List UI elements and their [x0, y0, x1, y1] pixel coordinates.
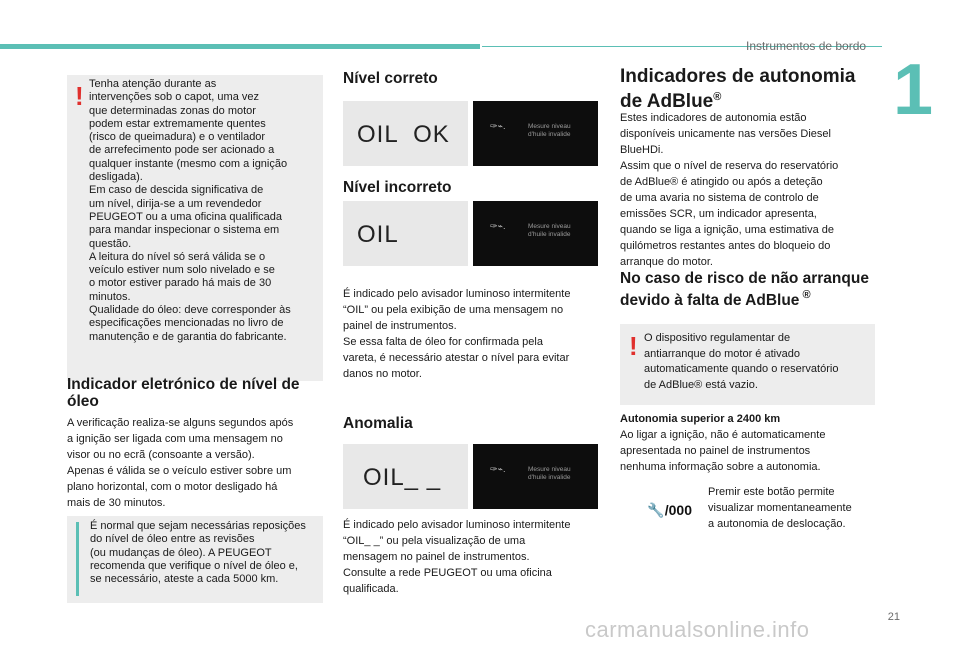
screen-message: Mesure niveau d'huile invalide: [528, 223, 571, 238]
wrench-icon: 🔧: [647, 502, 665, 518]
paragraph-range-above: Ao ligar a ignição, não é automaticamente apresentada no painel de instrumentos nenhuma informação sobre a autonomia.: [620, 429, 826, 473]
heading-anomaly: Anomalia: [343, 415, 413, 432]
warning-box: [67, 75, 323, 381]
exclamation-icon: !: [629, 331, 638, 361]
paragraph-electronic-oil: A verificação realiza-se alguns segundos após a ignição ser ligada com uma mensagem no visor ou no ecrã (consoante a versão). Apenas é válida se o veículo estiver sobre um plano horizontal, com o motor desligado há mais de 30 minutos.: [67, 417, 294, 509]
paragraph-anomaly: É indicado pelo avisador luminoso intermitente “OIL_ _” ou pela visualização de uma mensagem no painel de instrumentos. Consulte a rede PEUGEOT ou uma oficina qualificada.: [343, 519, 571, 595]
oil-can-icon: ✑⌁.: [490, 221, 506, 231]
range-button: [620, 502, 692, 522]
heading-incorrect-level: Nível incorreto: [343, 179, 452, 196]
paragraph-adblue: Estes indicadores de autonomia estão disponíveis unicamente nas versões Diesel BlueHDi. Assim que o nível de reserva do reservatório de AdBlue® é atingido ou após a deteção de uma avaria no sistema de controlo de emissões SCR, um indicador apresenta, quando se liga a ignição, uma estimativa de quilómetros restantes antes do bloqueio do arranque do motor.: [620, 112, 839, 268]
screen-incorrect: [473, 201, 598, 266]
display-oil-ok: [343, 101, 468, 166]
display-label: OIL_ _: [363, 464, 442, 491]
warning-text: Tenha atenção durante as intervenções sob o capot, uma vez que determinadas zonas do motor podem estar extremamente quentes (risco de queimadura) e o ventilador de arrefecimento pode ser acionado a qualquer instante (mesmo com a ignição desligada). Em caso de descida significativa de um nível, dirija-se a um revendedor PEUGEOT ou a uma oficina qualificada para mandar inspecionar o sistema em questão. A leitura do nível só será válida se o veículo estiver num solo nivelado e se o motor estiver parado há mais de 30 minutos. Qualidade do óleo: deve corresponder às especificações mencionadas no livro de manutenção e de garantia do fabricante.: [89, 78, 291, 343]
display-oil: [343, 201, 468, 266]
watermark: carmanualsonline.info: [585, 617, 810, 642]
heading-range-above: Autonomia superior a 2400 km: [620, 413, 781, 425]
display-oil-dashes: [343, 444, 468, 509]
range-button-label: /000: [664, 502, 692, 518]
heading-correct-level: Nível correto: [343, 70, 438, 87]
chapter-number: 1: [893, 50, 934, 130]
screen-anomaly: [473, 444, 598, 509]
page-number: 21: [887, 611, 900, 623]
heading-electronic-oil: Indicador eletrónico de nível de óleo: [67, 376, 300, 410]
info-icon: [76, 522, 79, 596]
heading-no-start-risk: No caso de risco de não arranque devido à falta de AdBlue ®: [620, 270, 869, 309]
section-title: Instrumentos de bordo: [746, 39, 867, 53]
header-accent-bar: [0, 44, 480, 49]
oil-can-icon: ✑⌁.: [490, 464, 506, 474]
display-label: OIL OK: [357, 121, 450, 148]
screen-message: Mesure niveau d'huile invalide: [528, 123, 571, 138]
screen-message: Mesure niveau d'huile invalide: [528, 466, 571, 481]
display-label: OIL: [357, 221, 399, 248]
screen-correct: [473, 101, 598, 166]
paragraph-incorrect-level: É indicado pelo avisador luminoso intermitente “OIL” ou pela exibição de uma mensagem no painel de instrumentos. Se essa falta de óleo for confirmada pela vareta, é necessário atestar o nível para evitar danos no motor.: [343, 288, 571, 380]
oil-can-icon: ✑⌁.: [490, 121, 506, 131]
info-box: [67, 516, 323, 603]
paragraph-range-button: Premir este botão permite visualizar momentaneamente a autonomia de deslocação.: [708, 486, 852, 530]
info-text: É normal que sejam necessárias reposições do nível de óleo entre as revisões (ou mudanças de óleo). A PEUGEOT recomenda que verifique o nível de óleo e, se necessário, ateste a cada 5000 km.: [90, 520, 306, 586]
exclamation-icon: !: [75, 81, 84, 111]
heading-adblue-range: Indicadores de autonomia de AdBlue®: [620, 66, 856, 112]
warning-text: O dispositivo regulamentar de antiarranque do motor é ativado automaticamente quando o reservatório de AdBlue® está vazio.: [644, 332, 839, 391]
warning-box-adblue: [620, 324, 875, 405]
